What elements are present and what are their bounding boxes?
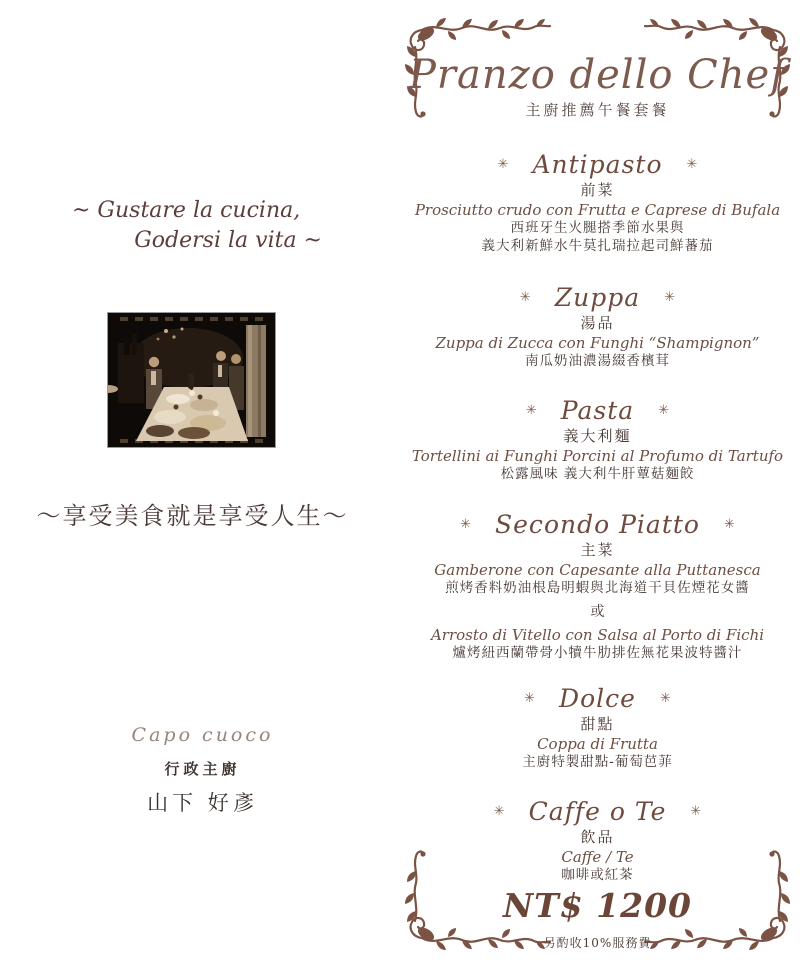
section-header: [400, 396, 795, 424]
section-title: Caffe o Te: [528, 796, 667, 826]
italian-quote-line1: ~ Gustare la cucina,: [72, 198, 301, 223]
section-title: Pasta: [560, 395, 635, 425]
dish-name-italian: Arrosto di Vitello con Salsa al Porto di Fichi: [430, 626, 765, 644]
section-title-cn: 湯品: [580, 314, 615, 332]
star-icon: ✳: [686, 156, 698, 172]
star-icon: ✳: [460, 516, 472, 532]
price: NT$ 1200: [502, 886, 693, 925]
dish-name-chinese: 義大利新鮮水牛莫扎瑞拉起司鮮蕃茄: [481, 238, 714, 254]
star-icon: ✳: [664, 289, 676, 305]
section-title-cn: 主菜: [580, 541, 615, 559]
dish-name-chinese: 煎烤香料奶油根島明蝦與北海道干貝佐煙花女醬: [445, 580, 750, 596]
section-header: [400, 510, 795, 538]
section-header: [400, 150, 795, 178]
section-header: [400, 797, 795, 825]
dish-name-chinese: 爐烤紐西蘭帶骨小犢牛肋排佐無花果波特醬汁: [452, 645, 743, 661]
star-icon: ✳: [519, 289, 531, 305]
dish-name-chinese: 南瓜奶油濃湯綴香檳茸: [525, 353, 670, 369]
italian-quote-line2: Godersi la vita ~: [134, 228, 322, 253]
dish-name-italian: Coppa di Frutta: [537, 735, 658, 753]
section-title-cn: 甜點: [580, 715, 615, 733]
star-icon: ✳: [493, 803, 505, 819]
vintage-restaurant-photo: [108, 313, 275, 447]
star-icon: ✳: [497, 156, 509, 172]
section-title: Antipasto: [532, 149, 663, 179]
section-title-cn: 飲品: [580, 828, 615, 846]
dish-name-italian: Prosciutto crudo con Frutta e Caprese di Bufala: [414, 201, 781, 219]
star-icon: ✳: [690, 803, 702, 819]
section-title-cn: 前菜: [580, 181, 615, 199]
section-header: [400, 684, 795, 712]
star-icon: ✳: [723, 516, 735, 532]
chef-title-italian: Capo cuoco: [131, 724, 274, 746]
section-title: Dolce: [559, 683, 636, 713]
section-header: [400, 283, 795, 311]
section-title: Zuppa: [554, 282, 641, 312]
star-icon: ✳: [525, 402, 537, 418]
page-subtitle: 主廚推薦午餐套餐: [525, 101, 670, 119]
menu-section-pasta: [400, 396, 795, 483]
dish-name-chinese: 主廚特製甜點-葡萄芭菲: [522, 754, 673, 770]
chef-block: [60, 724, 345, 817]
dish-name-chinese: 西班牙生火腿搭季節水果與: [510, 220, 685, 236]
menu-panel: [400, 0, 795, 969]
star-icon: ✳: [658, 402, 670, 418]
section-title-cn: 義大利麵: [563, 427, 632, 445]
menu-section-antipasto: [400, 150, 795, 255]
or-separator: 或: [590, 604, 605, 620]
menu-section-dolce: [400, 684, 795, 771]
star-icon: ✳: [659, 690, 671, 706]
page-title: Pranzo dello Chef: [408, 52, 787, 98]
dish-name-chinese: 咖啡或紅茶: [561, 867, 634, 883]
chef-name: 山下 好彥: [147, 791, 258, 815]
menu-section-zuppa: [400, 283, 795, 370]
dish-name-italian: Caffe / Te: [561, 848, 634, 866]
dish-name-italian: Gamberone con Capesante alla Puttanesca: [434, 561, 761, 579]
italian-quote: [72, 196, 322, 256]
dish-name-italian: Tortellini ai Funghi Porcini al Profumo di Tartufo: [411, 447, 784, 465]
star-icon: ✳: [524, 690, 536, 706]
section-title: Secondo Piatto: [495, 509, 700, 539]
service-charge-note: 另酌收10%服務費: [543, 936, 652, 950]
chef-title-chinese: 行政主廚: [164, 760, 241, 778]
dish-name-chinese: 松露風味 義大利牛肝蕈菇麵餃: [500, 466, 695, 482]
menu-section-secondo-piatto: [400, 510, 795, 662]
menu-section-caffe-o-te: [400, 797, 795, 884]
dish-name-italian: Zuppa di Zucca con Funghi “Shampignon”: [435, 334, 760, 352]
vintage-photo-illustration: [108, 313, 275, 447]
chinese-quote: 〜享受美食就是享受人生〜: [36, 502, 349, 530]
